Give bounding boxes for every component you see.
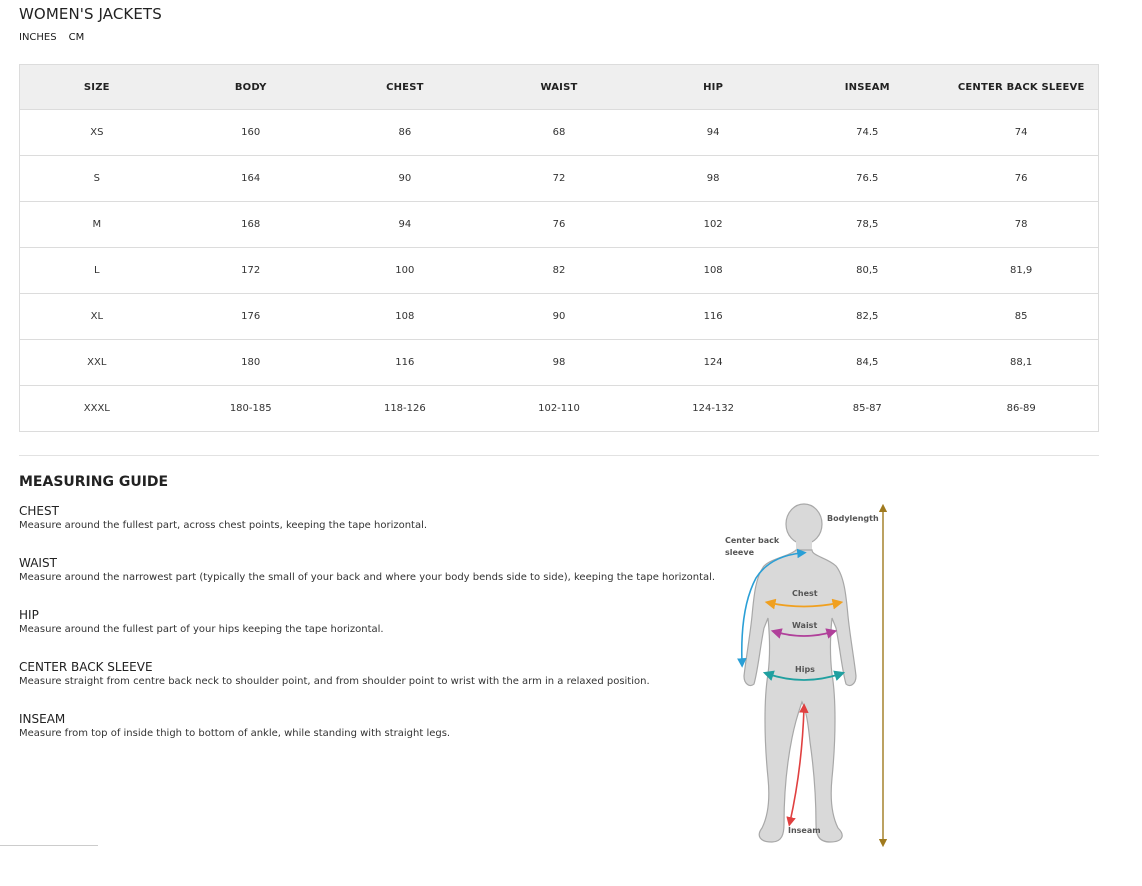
table-header-row <box>20 65 1099 110</box>
guide-heading: HIP <box>19 608 39 622</box>
guide-heading: INSEAM <box>19 712 66 726</box>
table-row <box>20 294 1099 340</box>
cell-hip: 102 <box>636 202 790 248</box>
cell-waist: 72 <box>482 156 636 202</box>
table-row <box>20 110 1099 156</box>
cell-inseam: 82,5 <box>790 294 944 340</box>
page-title: WOMEN'S JACKETS <box>19 5 162 23</box>
waist-label: Waist <box>792 621 818 630</box>
cell-body: 168 <box>174 202 328 248</box>
measuring-guide-title: MEASURING GUIDE <box>19 474 169 490</box>
cell-body: 164 <box>174 156 328 202</box>
cell-center-back-sleeve: 81,9 <box>944 248 1098 294</box>
guide-section-hip <box>19 608 384 637</box>
cell-chest: 108 <box>328 294 482 340</box>
figure-head <box>786 504 822 544</box>
guide-section-center-back-sleeve <box>19 660 650 689</box>
cell-hip: 108 <box>636 248 790 294</box>
cell-body: 180 <box>174 340 328 386</box>
cell-size: XXL <box>20 340 174 386</box>
unit-switcher <box>19 32 84 43</box>
cell-chest: 116 <box>328 340 482 386</box>
guide-text: Measure around the narrowest part (typically the small of your back and where your body bends side to side), keeping the tape horizontal. <box>19 572 716 583</box>
header-waist: WAIST <box>482 65 636 110</box>
bodylength-label: Bodylength <box>827 514 879 523</box>
header-hip: HIP <box>636 65 790 110</box>
cell-hip: 116 <box>636 294 790 340</box>
cell-center-back-sleeve: 78 <box>944 202 1098 248</box>
header-size: SIZE <box>20 65 174 110</box>
cell-chest: 86 <box>328 110 482 156</box>
guide-heading: CHEST <box>19 504 59 518</box>
table-row <box>20 156 1099 202</box>
cell-waist: 102-110 <box>538 403 580 414</box>
guide-text: Measure around the fullest part, across chest points, keeping the tape horizontal. <box>19 520 428 531</box>
cell-inseam: 80,5 <box>790 248 944 294</box>
cell-center-back-sleeve: 85 <box>944 294 1098 340</box>
guide-text: Measure from top of inside thigh to bottom of ankle, while standing with straight legs. <box>19 728 451 739</box>
guide-heading: CENTER BACK SLEEVE <box>19 660 153 674</box>
cell-chest: 90 <box>328 156 482 202</box>
cell-inseam: 84,5 <box>790 340 944 386</box>
cell-size: XL <box>20 294 174 340</box>
cell-size: XS <box>20 110 174 156</box>
cell-waist: 76 <box>482 202 636 248</box>
hips-label: Hips <box>795 665 815 674</box>
size-chart-table <box>19 64 1099 432</box>
cell-waist: 98 <box>482 340 636 386</box>
cell-center-back-sleeve: 86-89 <box>1006 403 1036 414</box>
unit-inches-toggle[interactable]: INCHES <box>19 32 57 43</box>
header-center-back-sleeve: CENTER BACK SLEEVE <box>944 65 1098 110</box>
header-inseam: INSEAM <box>790 65 944 110</box>
body-silhouette-illustration <box>720 498 900 853</box>
cell-hip: 124-132 <box>692 403 735 414</box>
cell-hip: 124 <box>636 340 790 386</box>
cell-hip: 98 <box>636 156 790 202</box>
cell-inseam: 74.5 <box>790 110 944 156</box>
cell-inseam: 76.5 <box>790 156 944 202</box>
cell-size: S <box>20 156 174 202</box>
header-body: BODY <box>174 65 328 110</box>
guide-heading: WAIST <box>19 556 57 570</box>
cell-body: 176 <box>174 294 328 340</box>
unit-cm-toggle[interactable]: CM <box>68 32 85 43</box>
chest-label: Chest <box>792 589 818 598</box>
guide-section-inseam <box>19 712 450 741</box>
sleeve-label: sleeve <box>725 548 754 557</box>
inseam-label: Inseam <box>788 826 821 835</box>
cell-center-back-sleeve: 74 <box>944 110 1098 156</box>
cell-body: 160 <box>174 110 328 156</box>
cell-chest: 118-126 <box>383 403 426 414</box>
section-divider <box>19 455 1099 456</box>
cell-center-back-sleeve: 88,1 <box>944 340 1098 386</box>
cell-inseam: 78,5 <box>790 202 944 248</box>
table-row <box>20 386 1099 432</box>
header-chest: CHEST <box>328 65 482 110</box>
cell-size: XXXL <box>83 403 110 414</box>
cell-waist: 68 <box>482 110 636 156</box>
cell-hip: 94 <box>636 110 790 156</box>
cell-inseam: 85-87 <box>852 403 882 414</box>
center-back-label: Center back <box>725 536 780 545</box>
guide-text: Measure around the fullest part of your hips keeping the tape horizontal. <box>19 624 384 635</box>
cell-size: M <box>20 202 174 248</box>
table-row <box>20 202 1099 248</box>
cell-body: 180-185 <box>229 403 272 414</box>
cell-size: L <box>20 248 174 294</box>
cell-center-back-sleeve: 76 <box>944 156 1098 202</box>
guide-section-chest <box>19 504 427 533</box>
cell-waist: 90 <box>482 294 636 340</box>
measurement-figure <box>720 498 900 853</box>
cell-chest: 94 <box>328 202 482 248</box>
cell-waist: 82 <box>482 248 636 294</box>
bottom-divider <box>0 845 98 846</box>
table-row <box>20 340 1099 386</box>
guide-section-waist <box>19 556 715 585</box>
cell-body: 172 <box>174 248 328 294</box>
table-row <box>20 248 1099 294</box>
cell-chest: 100 <box>328 248 482 294</box>
guide-text: Measure straight from centre back neck to shoulder point, and from shoulder point to wrist with the arm in a relaxed position. <box>19 676 650 687</box>
